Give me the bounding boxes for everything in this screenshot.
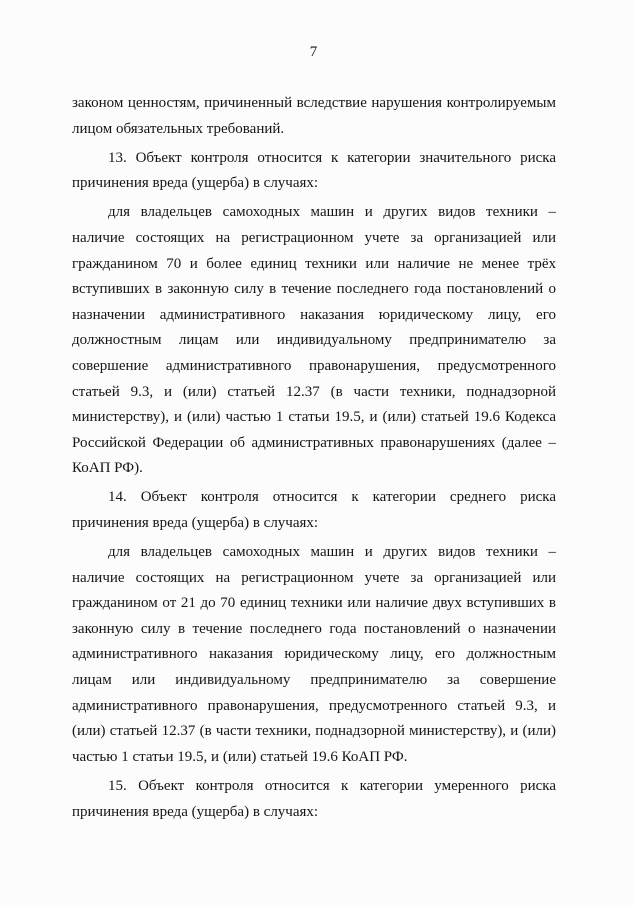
text-line: для владельцев самоходных машин и других видов техники –: [108, 204, 556, 221]
text-line: административного правонарушения, предусмотренного статьей 9.3, и: [72, 697, 556, 714]
text-line: Российской Федерации об административных правонарушениях (далее –: [72, 434, 556, 451]
text-line: статьей 9.3, и (или) статьей 12.37 (в части техники, поднадзорной: [72, 383, 556, 400]
text-line: причинения вреда (ущерба) в случаях:: [72, 175, 319, 192]
text-line: причинения вреда (ущерба) в случаях:: [72, 515, 319, 531]
text-line: (или) статьей 12.37 (в части техники, поднадзорной министерству), и (или): [72, 723, 556, 740]
text-line: наличие состоящих на регистрационном учете за организацией или: [72, 229, 556, 246]
text-line: законную силу в течение последнего года постановлений о назначении: [72, 620, 556, 637]
document-body: [72, 91, 556, 825]
paragraph-continuation: [72, 91, 556, 142]
text-line: гражданином от 21 до 70 единиц техники или наличие двух вступивших в: [72, 595, 556, 612]
text-line: для владельцев самоходных машин и других видов техники –: [108, 544, 556, 561]
paragraph-13-criteria: [72, 200, 556, 482]
text-line: 13. Объект контроля относится к категории значительного риска: [108, 149, 556, 166]
text-line: 15. Объект контроля относится к категории умеренного риска: [108, 777, 556, 794]
paragraph-14: [72, 485, 556, 536]
paragraph-14-criteria: [72, 540, 556, 770]
text-line: вступивших в законную силу в течение последнего года постановлений о: [72, 281, 556, 298]
text-line: совершение административного правонарушения, предусмотренного: [72, 357, 556, 374]
text-line: гражданином 70 и более единиц техники или наличие не менее трёх: [72, 255, 556, 272]
text-line: административного наказания юридическому лицу, его должностным: [72, 646, 556, 663]
text-line: причинения вреда (ущерба) в случаях:: [72, 803, 319, 820]
text-line: должностным лицам или индивидуальному предпринимателю за: [72, 332, 556, 349]
text-line: назначении административного наказания юридическому лицу, его: [72, 306, 556, 323]
page-number: 7: [309, 44, 318, 60]
text-line: 14. Объект контроля относится к категории среднего риска: [108, 489, 556, 506]
text-line: КоАП РФ).: [72, 460, 143, 477]
paragraph-15: [72, 774, 556, 825]
paragraph-13: [72, 146, 556, 197]
text-line: частью 1 статьи 19.5, и (или) статьей 19.6 КоАП РФ.: [72, 748, 408, 765]
text-line: наличие состоящих на регистрационном учете за организацией или: [72, 569, 556, 586]
text-line: министерству), и (или) частью 1 статьи 19.5, и (или) статьей 19.6 Кодекса: [72, 409, 556, 426]
text-line: законом ценностям, причиненный вследствие нарушения контролируемым: [72, 95, 556, 111]
text-line: лицам или индивидуальному предпринимателю за совершение: [72, 672, 556, 689]
text-line: лицом обязательных требований.: [72, 120, 285, 137]
